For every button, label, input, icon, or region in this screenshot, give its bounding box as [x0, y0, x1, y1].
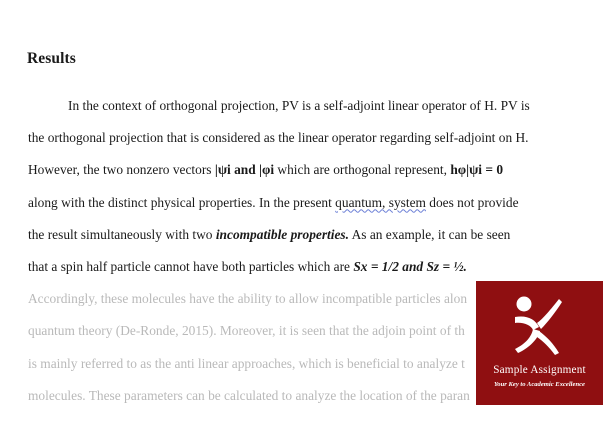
text-line: [28, 162, 503, 178]
text-segment: hφ|ψi = 0: [450, 162, 504, 178]
text-line: [28, 195, 519, 211]
text-segment: along with the distinct physical properties. In the present: [28, 194, 336, 210]
text-segment: Sx = 1/2 and Sz = ½.: [353, 259, 467, 274]
text-line: [28, 323, 465, 339]
text-segment: |ψi and |φi: [214, 162, 275, 178]
text-segment: the orthogonal projection that is considered as the linear operator regarding self-adjoint on H.: [28, 130, 529, 146]
text-line: [28, 388, 470, 404]
text-line: [68, 98, 530, 114]
text-segment: is mainly referred to as the anti linear approaches, which is beneficial to analyze t: [28, 355, 465, 371]
text-line: [28, 130, 529, 146]
text-segment: incompatible properties.: [215, 226, 349, 242]
sample-assignment-logo: [476, 281, 603, 405]
text-line: [28, 356, 465, 372]
text-segment: quantum theory (De-Ronde, 2015). Moreover, it is seen that the adjoin point of th: [28, 323, 465, 339]
text-segment: In the context of orthogonal projection, PV is a self-adjoint linear operator of H. PV is: [68, 98, 530, 113]
text-segment: As an example, it can be seen: [348, 226, 511, 242]
figure-with-pen-icon: [509, 293, 569, 357]
text-segment: the result simultaneously with two: [28, 226, 216, 242]
text-segment: Accordingly, these molecules have the ability to allow incompatible particles alon: [28, 291, 468, 307]
text-segment: quantum, system: [335, 194, 426, 210]
text-line: [28, 227, 510, 243]
text-segment: which are orthogonal represent,: [274, 162, 451, 178]
text-segment: However, the two nonzero vectors: [28, 162, 215, 178]
logo-title: Sample Assignment: [493, 364, 586, 376]
text-line: [28, 259, 467, 275]
section-heading: Results: [27, 50, 76, 67]
logo-tagline: Your Key to Academic Excellence: [494, 381, 585, 388]
text-line: [28, 291, 467, 307]
text-segment: that a spin half particle cannot have both particles which are: [28, 259, 354, 274]
text-segment: does not provide: [425, 194, 519, 210]
text-segment: molecules. These parameters can be calculated to analyze the location of the paran: [28, 387, 470, 403]
